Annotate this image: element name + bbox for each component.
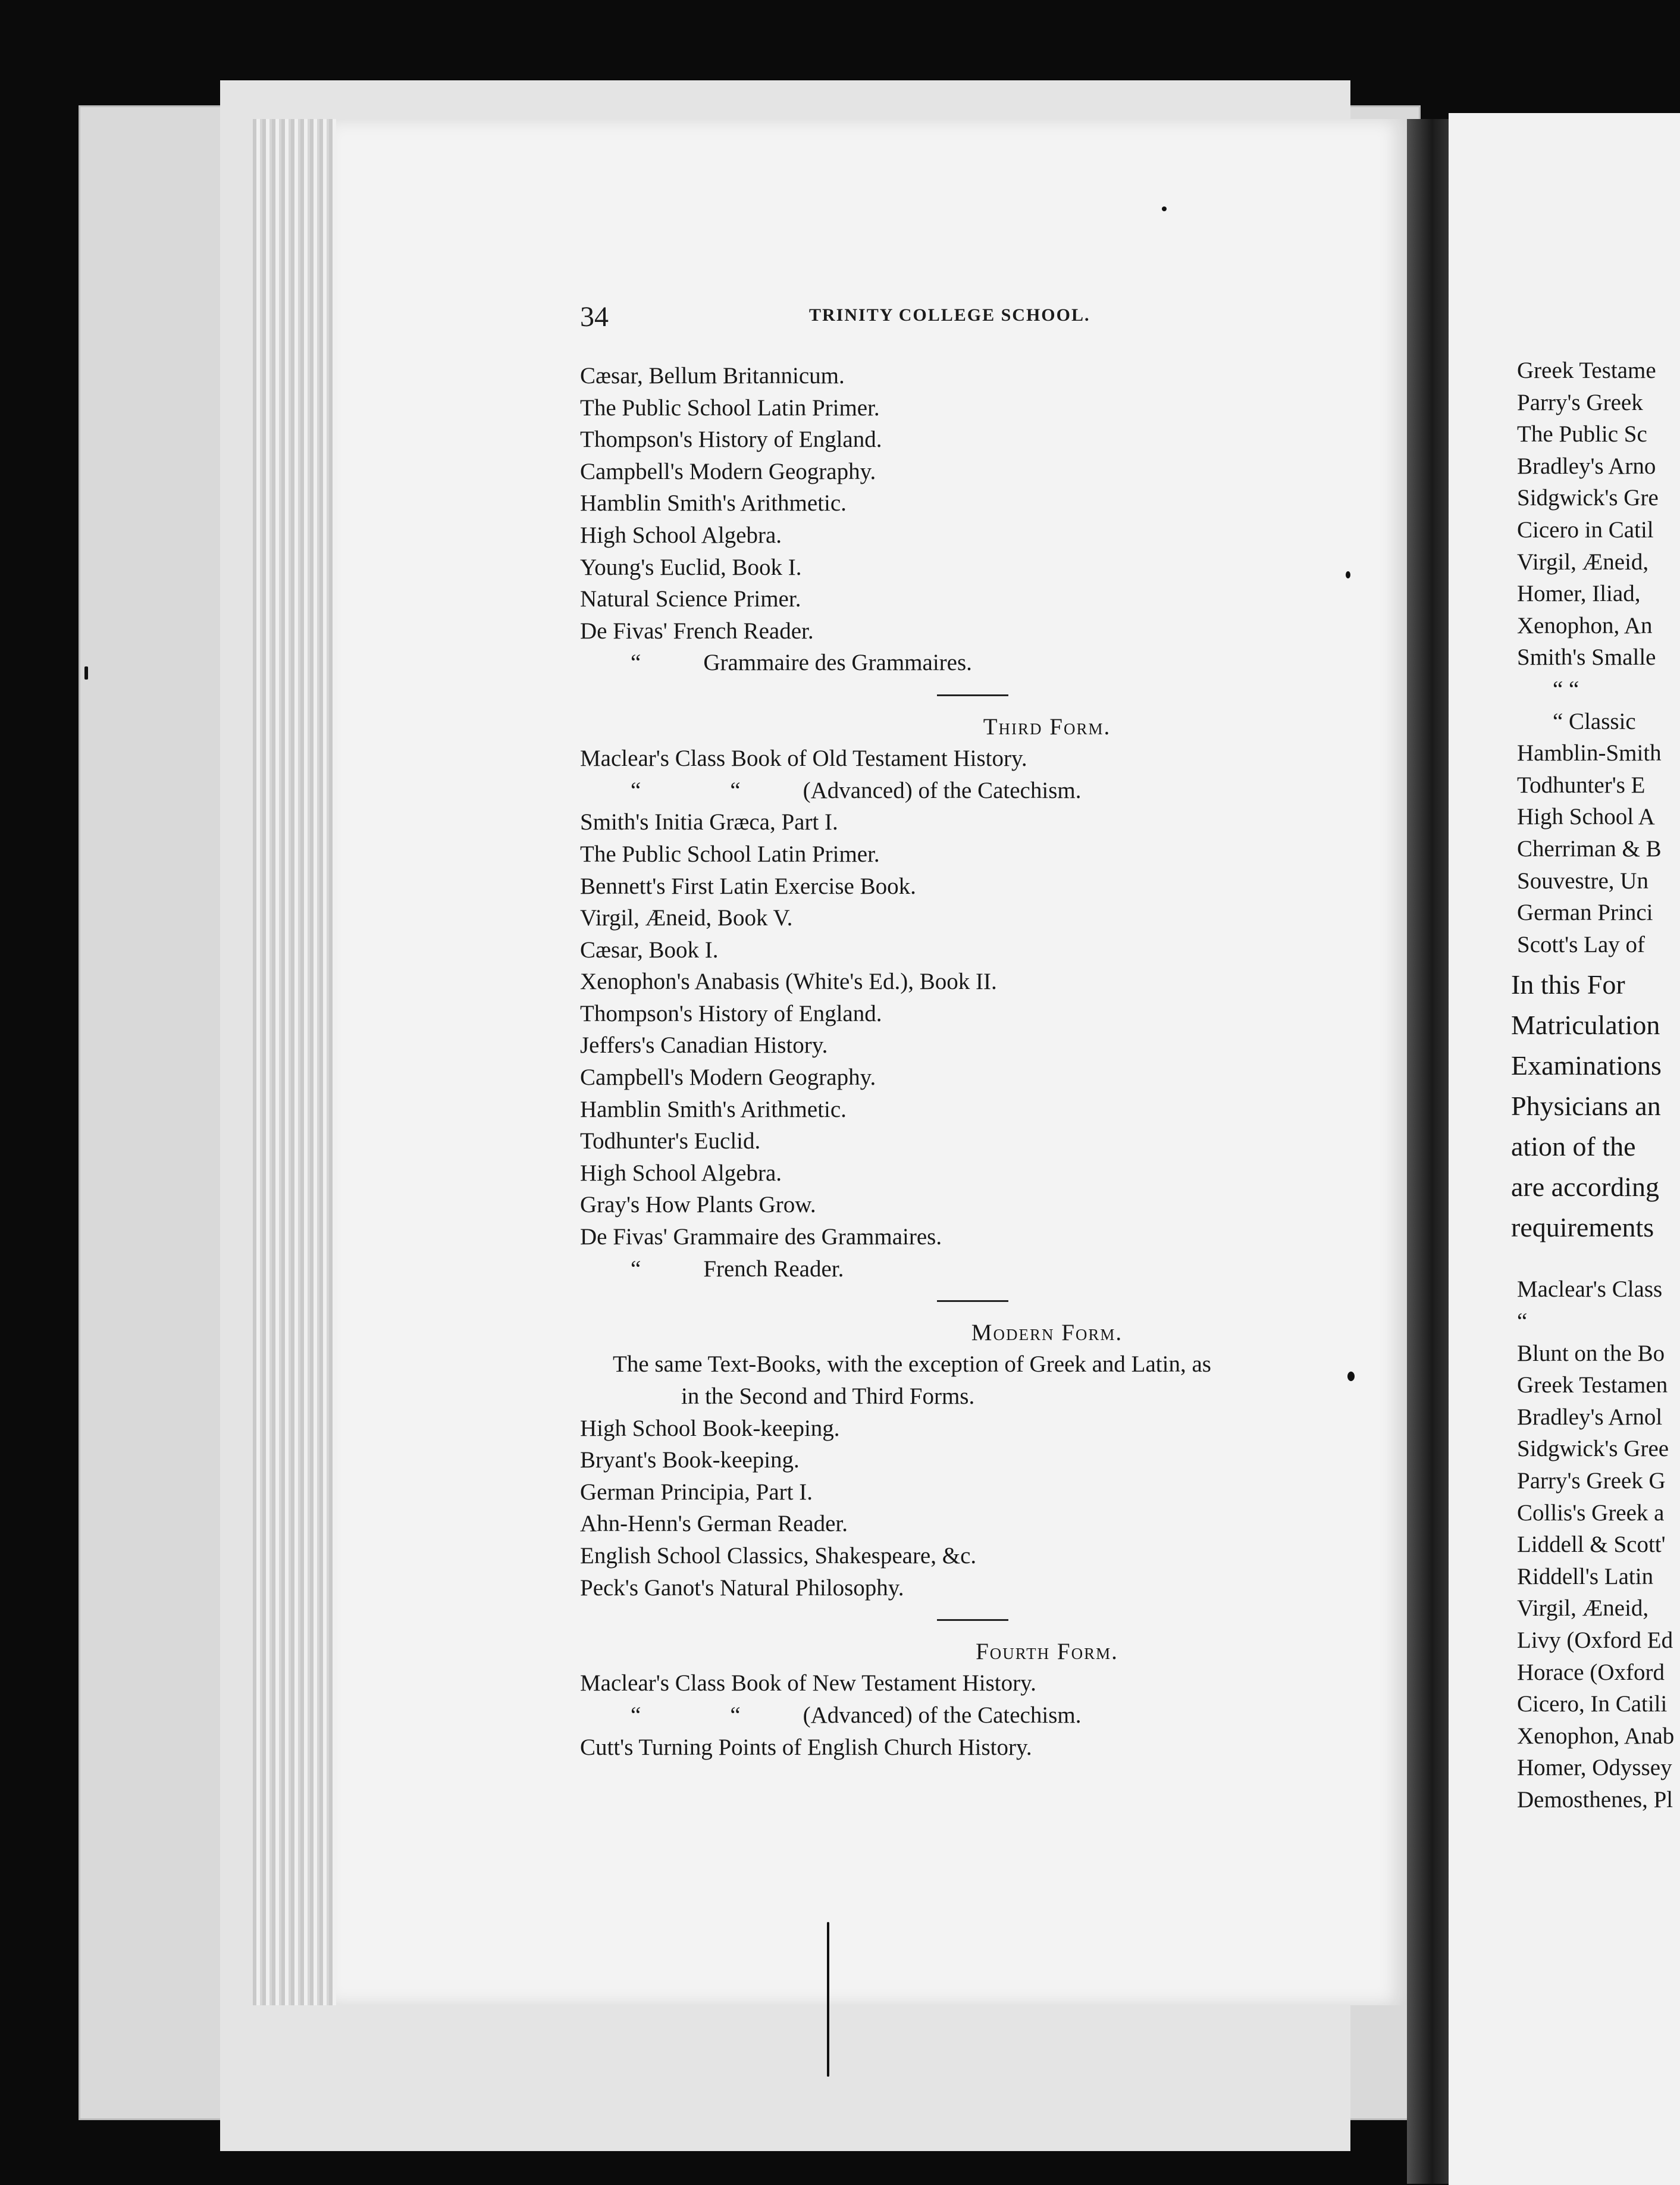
list-item: Hamblin Smith's Arithmetic. <box>580 490 847 516</box>
paragraph-line: are according <box>1511 1172 1660 1203</box>
ink-speck <box>1162 206 1167 211</box>
list-item: Horace (Oxford <box>1517 1659 1665 1685</box>
list-item: English School Classics, Shakespeare, &c. <box>580 1542 977 1569</box>
list-item: Todhunter's Euclid. <box>580 1128 761 1154</box>
list-item: Maclear's Class <box>1517 1276 1663 1303</box>
paragraph-line: requirements <box>1511 1212 1654 1243</box>
list-item: Cherriman & B <box>1517 836 1662 862</box>
list-item: German Principia, Part I. <box>580 1479 813 1505</box>
paragraph-line: ation of the <box>1511 1131 1636 1162</box>
right-page <box>1449 113 1680 2185</box>
list-item: High School Algebra. <box>580 522 782 548</box>
list-item: The Public School Latin Primer. <box>580 395 880 421</box>
list-item: Xenophon, Anab <box>1517 1723 1675 1749</box>
list-item: Ahn-Henn's German Reader. <box>580 1511 848 1537</box>
list-item: Xenophon's Anabasis (White's Ed.), Book II. <box>580 969 997 995</box>
list-item: Todhunter's E <box>1517 772 1645 798</box>
modern-form-heading: Modern Form. <box>971 1319 1123 1345</box>
list-item: Virgil, Æneid, <box>1517 549 1649 575</box>
list-item: Bennett's First Latin Exercise Book. <box>580 873 916 899</box>
list-item-ditto: “ French Reader. <box>631 1256 844 1282</box>
second-form-list <box>580 360 1371 647</box>
fourth-form-heading: Fourth Form. <box>976 1638 1118 1664</box>
ink-speck <box>1346 571 1350 578</box>
paragraph-line: In this For <box>1511 969 1625 1000</box>
list-item: Riddell's Latin <box>1517 1563 1654 1589</box>
list-item: Hamblin Smith's Arithmetic. <box>580 1096 847 1122</box>
list-item: Cicero, In Catili <box>1517 1691 1668 1717</box>
list-item: Natural Science Primer. <box>580 586 801 612</box>
section-rule <box>580 1285 1371 1317</box>
modern-form-list <box>580 1413 1371 1604</box>
list-item: Cæsar, Bellum Britannicum. <box>580 363 845 389</box>
list-item: Campbell's Modern Geography. <box>580 458 876 484</box>
list-item: De Fivas' French Reader. <box>580 618 814 644</box>
list-item-ditto: “ “ (Advanced) of the Catechism. <box>631 777 1082 803</box>
ink-stroke <box>827 1922 829 2077</box>
list-item: Bryant's Book-keeping. <box>580 1447 800 1473</box>
list-item: Maclear's Class Book of Old Testament History. <box>580 746 1027 772</box>
third-form-heading: Third Form. <box>983 713 1111 740</box>
list-item: Livy (Oxford Ed <box>1517 1627 1673 1653</box>
paragraph-line: Matriculation <box>1511 1010 1660 1041</box>
section-rule <box>580 679 1371 711</box>
list-item: Collis's Greek a <box>1517 1500 1665 1526</box>
list-item: Jeffers's Canadian History. <box>580 1032 828 1059</box>
list-item: Virgil, Æneid, Book V. <box>580 905 793 931</box>
ink-speck <box>1347 1372 1355 1381</box>
list-item-ditto: “ “ <box>1553 677 1579 702</box>
list-item: Thompson's History of England. <box>580 427 882 453</box>
paragraph-line: Examinations <box>1511 1050 1662 1081</box>
list-item: Homer, Iliad, <box>1517 581 1641 607</box>
list-item: Scott's Lay of <box>1517 931 1645 957</box>
list-item: High School Book-keeping. <box>580 1415 840 1441</box>
list-item: Gray's How Plants Grow. <box>580 1192 816 1218</box>
list-item-ditto: “ <box>1517 1309 1528 1334</box>
list-item: Campbell's Modern Geography. <box>580 1065 876 1091</box>
list-item: High School A <box>1517 804 1655 830</box>
list-item: Parry's Greek G <box>1517 1468 1666 1494</box>
third-form-list <box>580 806 1371 1253</box>
book-gutter <box>1407 119 1449 2184</box>
list-item: Souvestre, Un <box>1517 868 1648 894</box>
list-item: Sidgwick's Gre <box>1517 485 1659 511</box>
running-head <box>580 300 1383 336</box>
list-item: Blunt on the Bo <box>1517 1340 1665 1366</box>
list-item: Cicero in Catil <box>1517 517 1654 543</box>
modern-form-intro-cont: in the Second and Third Forms. <box>681 1383 975 1409</box>
list-item: The Public Sc <box>1517 421 1647 447</box>
list-item: Smith's Initia Græca, Part I. <box>580 809 838 835</box>
list-item: Sidgwick's Gree <box>1517 1436 1669 1462</box>
list-item: The Public School Latin Primer. <box>580 841 880 867</box>
list-item: Homer, Odyssey <box>1517 1755 1672 1781</box>
list-item: Greek Testamen <box>1517 1372 1668 1398</box>
list-item: Virgil, Æneid, <box>1517 1595 1649 1621</box>
list-item: Parry's Greek <box>1517 389 1643 415</box>
paragraph-line: Physicians an <box>1511 1091 1661 1122</box>
list-item: Cæsar, Book I. <box>580 937 719 963</box>
list-item: Smith's Smalle <box>1517 644 1656 671</box>
list-item: Peck's Ganot's Natural Philosophy. <box>580 1574 904 1601</box>
list-item: Demosthenes, Pl <box>1517 1787 1673 1813</box>
list-item: Maclear's Class Book of New Testament History. <box>580 1670 1036 1696</box>
list-item: Greek Testame <box>1517 358 1656 383</box>
list-item: German Princi <box>1517 900 1653 926</box>
list-item-ditto: “ Classic <box>1553 708 1636 734</box>
list-item: Cutt's Turning Points of English Church History. <box>580 1734 1032 1760</box>
list-item: De Fivas' Grammaire des Grammaires. <box>580 1224 942 1250</box>
page-edges <box>253 119 345 2005</box>
list-item-ditto: “ Grammaire des Grammaires. <box>631 650 972 676</box>
page-number: 34 <box>580 301 609 333</box>
list-item-ditto: “ “ (Advanced) of the Catechism. <box>631 1702 1082 1728</box>
section-rule <box>580 1604 1371 1636</box>
list-item: Thompson's History of England. <box>580 1000 882 1026</box>
modern-form-intro: The same Text-Books, with the exception of Greek and Latin, as <box>613 1351 1211 1378</box>
list-item: Bradley's Arnol <box>1517 1404 1663 1430</box>
list-item: Hamblin-Smith <box>1517 740 1662 766</box>
list-item: Xenophon, An <box>1517 612 1653 638</box>
list-item: Liddell & Scott' <box>1517 1532 1666 1558</box>
book-list <box>580 360 1371 1763</box>
list-item: Bradley's Arno <box>1517 453 1656 479</box>
ink-speck <box>84 666 88 680</box>
running-title: TRINITY COLLEGE SCHOOL. <box>809 305 1090 325</box>
list-item: Young's Euclid, Book I. <box>580 554 802 580</box>
list-item: High School Algebra. <box>580 1160 782 1186</box>
